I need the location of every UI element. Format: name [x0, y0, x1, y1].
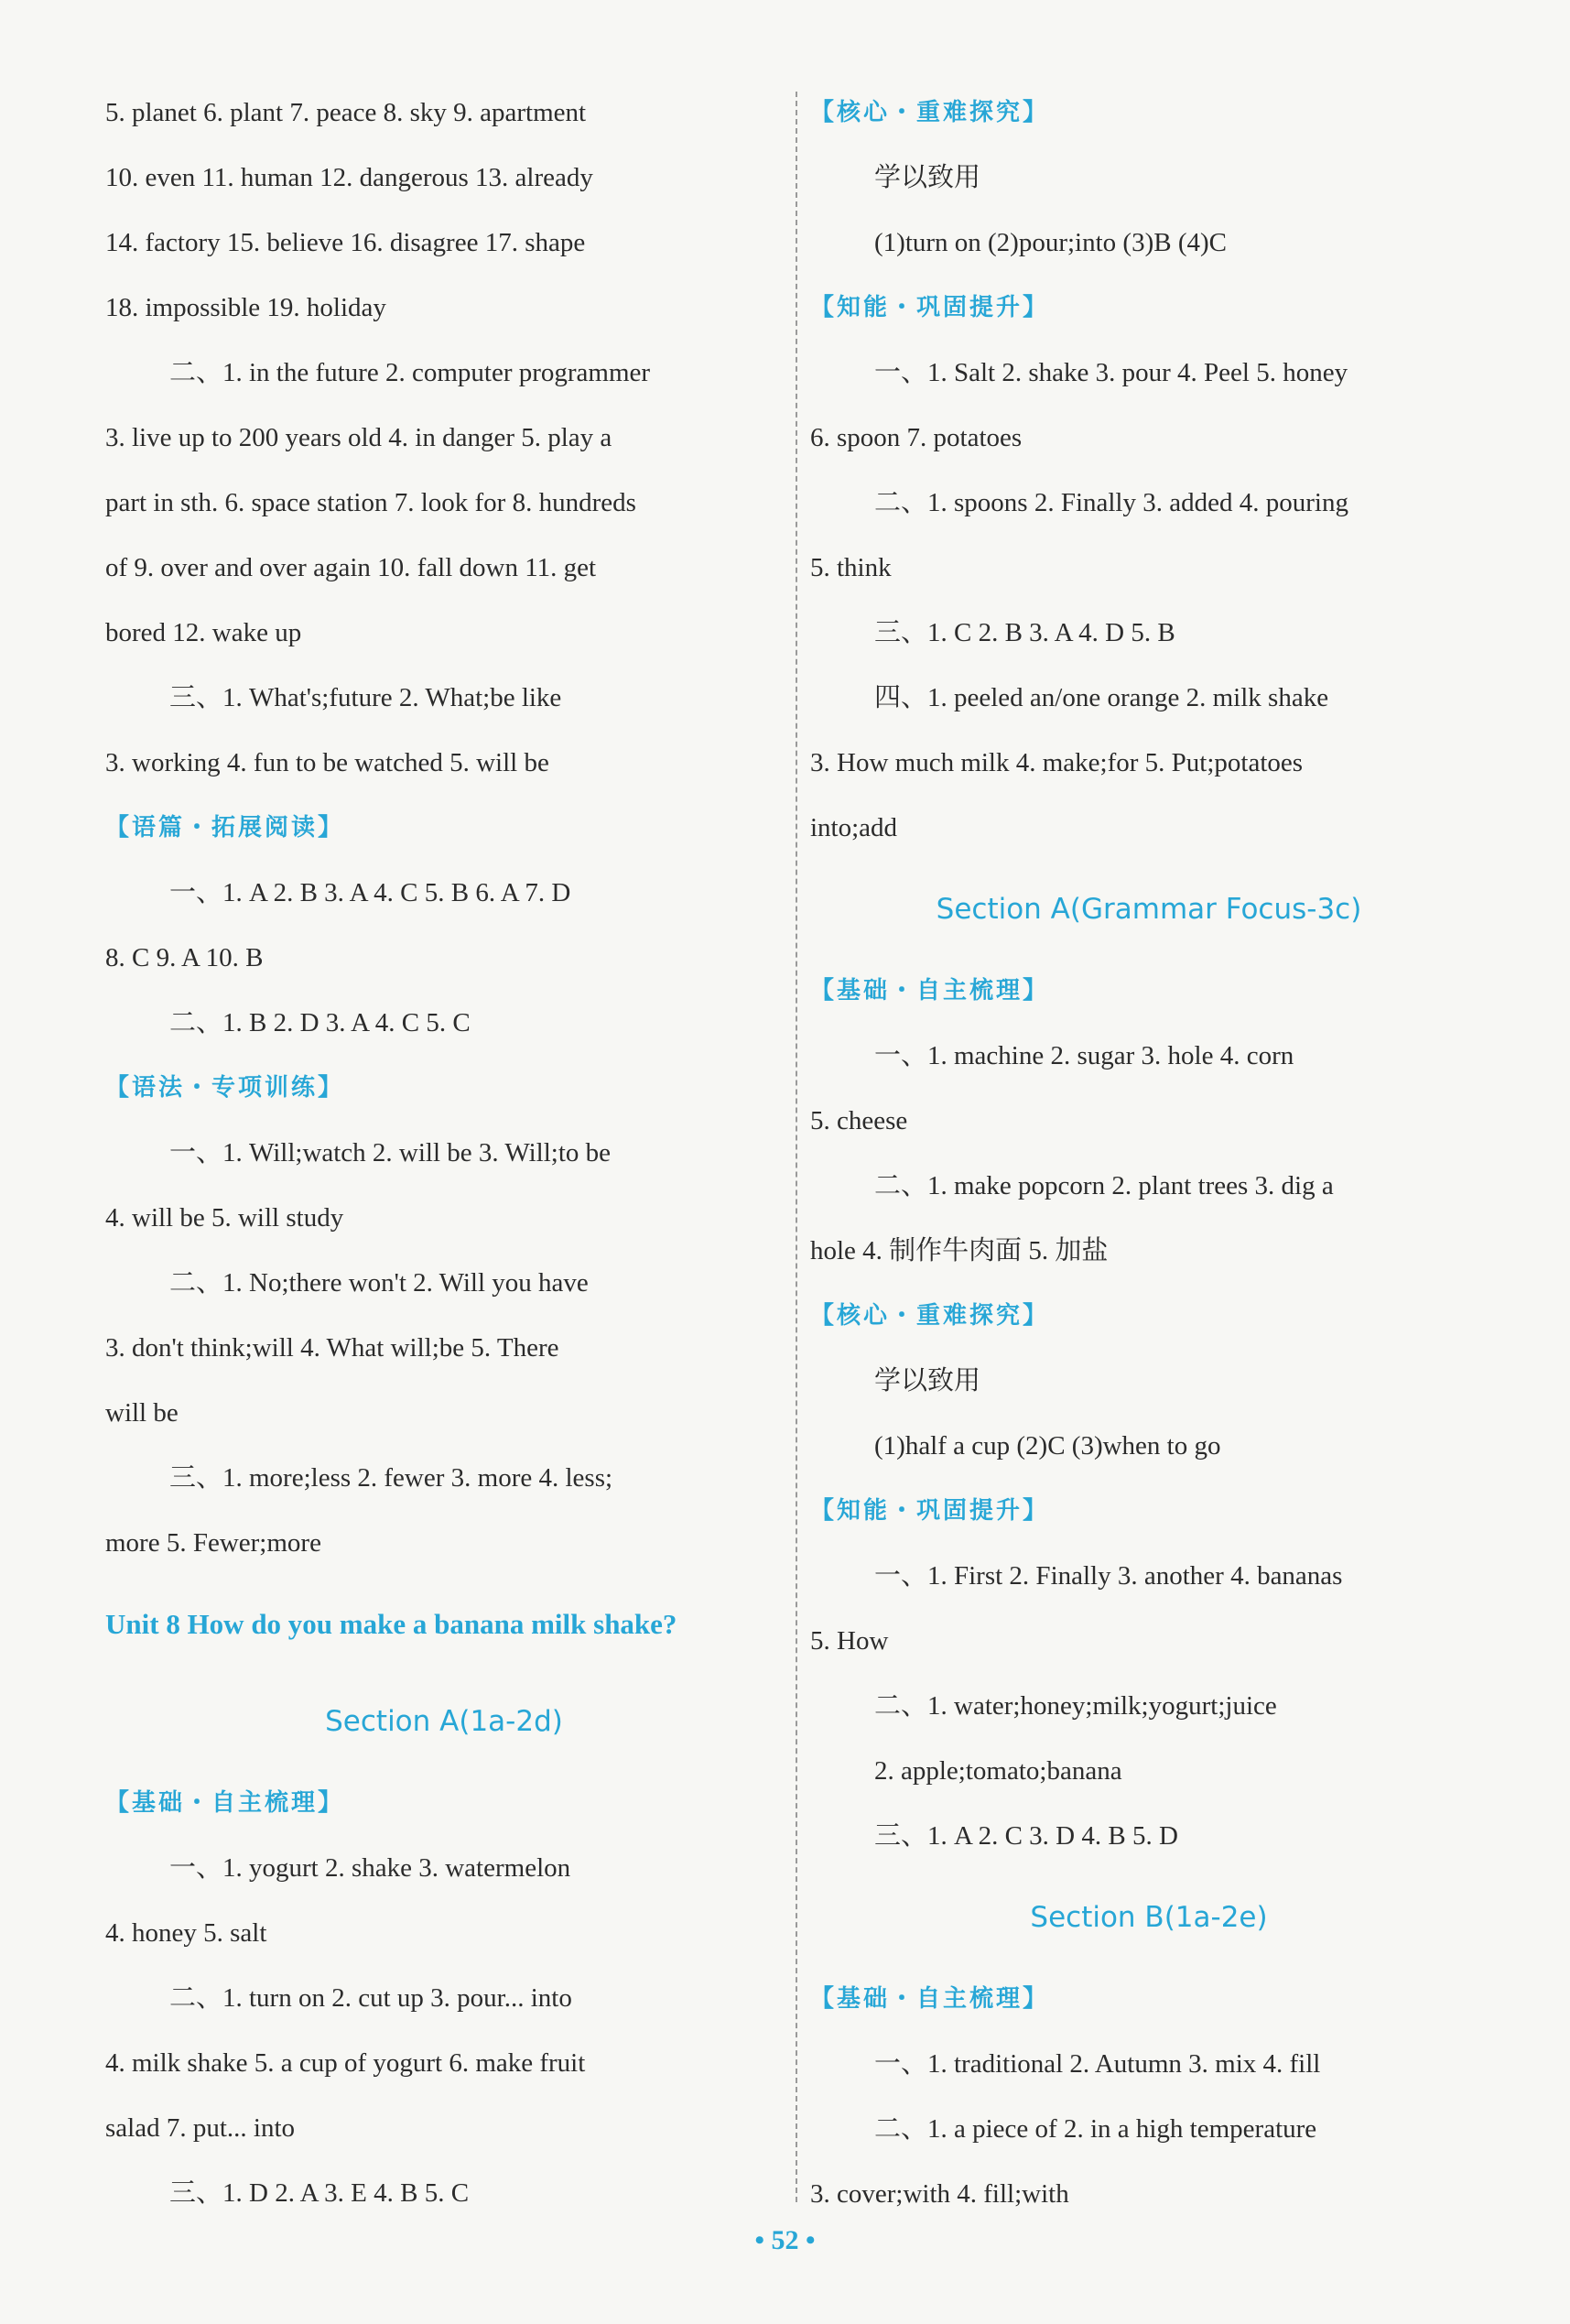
page-number: • 52 • [754, 2225, 816, 2255]
answer-line: 二、1. No;there won't 2. Will you have [169, 1268, 589, 1298]
answer-line: 一、1. yogurt 2. shake 3. watermelon [169, 1853, 571, 1883]
section-heading: 【核心・重难探究】 [810, 99, 1050, 126]
section-heading: 【语篇・拓展阅读】 [105, 814, 345, 842]
answer-line: 学以致用 [874, 163, 981, 192]
answer-line: 学以致用 [874, 1366, 981, 1395]
answer-line: 二、1. spoons 2. Finally 3. added 4. pouring [874, 488, 1348, 517]
section-title: Section A(1a-2d) [325, 1705, 563, 1738]
section-title: Section A(Grammar Focus-3c) [936, 893, 1362, 926]
answer-line: 14. factory 15. believe 16. disagree 17. shape [105, 228, 586, 257]
answer-line: bored 12. wake up [105, 618, 302, 647]
answer-line: of 9. over and over again 10. fall down 11. get [105, 553, 597, 582]
section-heading: 【知能・巩固提升】 [810, 1497, 1050, 1525]
answer-line: 5. think [810, 553, 892, 582]
answer-line: 一、1. First 2. Finally 3. another 4. bananas [874, 1561, 1343, 1591]
answer-line: 4. will be 5. will study [105, 1203, 344, 1233]
answer-line: part in sth. 6. space station 7. look for 8. hundreds [105, 488, 636, 517]
answer-line: 3. cover;with 4. fill;with [810, 2179, 1069, 2209]
section-title: Section B(1a-2e) [1030, 1901, 1268, 1934]
section-heading: 【知能・巩固提升】 [810, 294, 1050, 321]
answer-line: 6. spoon 7. potatoes [810, 423, 1023, 452]
answer-line: 一、1. Salt 2. shake 3. pour 4. Peel 5. honey [874, 358, 1348, 387]
answer-line: hole 4. 制作牛肉面 5. 加盐 [810, 1236, 1109, 1265]
answer-line: 三、1. more;less 2. fewer 3. more 4. less; [169, 1463, 613, 1493]
answer-line: 一、1. machine 2. sugar 3. hole 4. corn [874, 1041, 1294, 1070]
answer-line: more 5. Fewer;more [105, 1528, 321, 1558]
answer-line: 5. How [810, 1626, 889, 1656]
answer-line: 一、1. A 2. B 3. A 4. C 5. B 6. A 7. D [169, 878, 571, 907]
answer-line: 三、1. A 2. C 3. D 4. B 5. D [874, 1821, 1178, 1851]
answer-line: 一、1. Will;watch 2. will be 3. Will;to be [169, 1138, 612, 1167]
unit-title: Unit 8 How do you make a banana milk shake? [105, 1608, 677, 1640]
section-heading: 【基础・自主梳理】 [810, 977, 1050, 1005]
answer-line: 8. C 9. A 10. B [105, 943, 264, 972]
answer-line: 4. honey 5. salt [105, 1918, 267, 1948]
answer-line: into;add [810, 813, 898, 842]
answer-line: 二、1. in the future 2. computer programmer [169, 358, 651, 387]
section-heading: 【基础・自主梳理】 [105, 1789, 345, 1817]
answer-line: 2. apple;tomato;banana [874, 1756, 1122, 1786]
section-heading: 【基础・自主梳理】 [810, 1985, 1050, 2013]
answer-line: 三、1. C 2. B 3. A 4. D 5. B [874, 618, 1175, 647]
answer-line: will be [105, 1398, 179, 1428]
left-column [105, 81, 783, 2226]
answer-line: 3. live up to 200 years old 4. in danger 5. play a [105, 423, 612, 452]
answer-line: 一、1. traditional 2. Autumn 3. mix 4. fill [874, 2049, 1321, 2079]
answer-line: (1)half a cup (2)C (3)when to go [874, 1431, 1221, 1461]
answer-line: 二、1. turn on 2. cut up 3. pour... into [169, 1983, 572, 2013]
answer-line: 三、1. What's;future 2. What;be like [169, 683, 562, 712]
column-divider [796, 92, 797, 2202]
answer-line: 3. How much milk 4. make;for 5. Put;potatoes [810, 748, 1304, 777]
answer-line: 4. milk shake 5. a cup of yogurt 6. make fruit [105, 2048, 586, 2078]
answer-line: 5. cheese [810, 1106, 908, 1135]
answer-line: 3. don't think;will 4. What will;be 5. There [105, 1333, 559, 1363]
section-heading: 【语法・专项训练】 [105, 1074, 345, 1102]
answer-line: (1)turn on (2)pour;into (3)B (4)C [874, 228, 1227, 257]
answer-line: salad 7. put... into [105, 2113, 296, 2143]
right-column [810, 81, 1488, 2227]
answer-line: 二、1. make popcorn 2. plant trees 3. dig a [874, 1171, 1334, 1200]
answer-line: 二、1. a piece of 2. in a high temperature [874, 2114, 1317, 2144]
answer-line: 三、1. D 2. A 3. E 4. B 5. C [169, 2178, 470, 2208]
answer-line: 四、1. peeled an/one orange 2. milk shake [874, 683, 1329, 712]
section-heading: 【核心・重难探究】 [810, 1302, 1050, 1330]
answer-line: 3. working 4. fun to be watched 5. will be [105, 748, 549, 777]
answer-line: 二、1. water;honey;milk;yogurt;juice [874, 1691, 1277, 1721]
answer-line: 二、1. B 2. D 3. A 4. C 5. C [169, 1008, 471, 1037]
answer-line: 5. planet 6. plant 7. peace 8. sky 9. apartment [105, 98, 587, 127]
answer-line: 10. even 11. human 12. dangerous 13. already [105, 163, 593, 192]
answer-line: 18. impossible 19. holiday [105, 293, 386, 322]
